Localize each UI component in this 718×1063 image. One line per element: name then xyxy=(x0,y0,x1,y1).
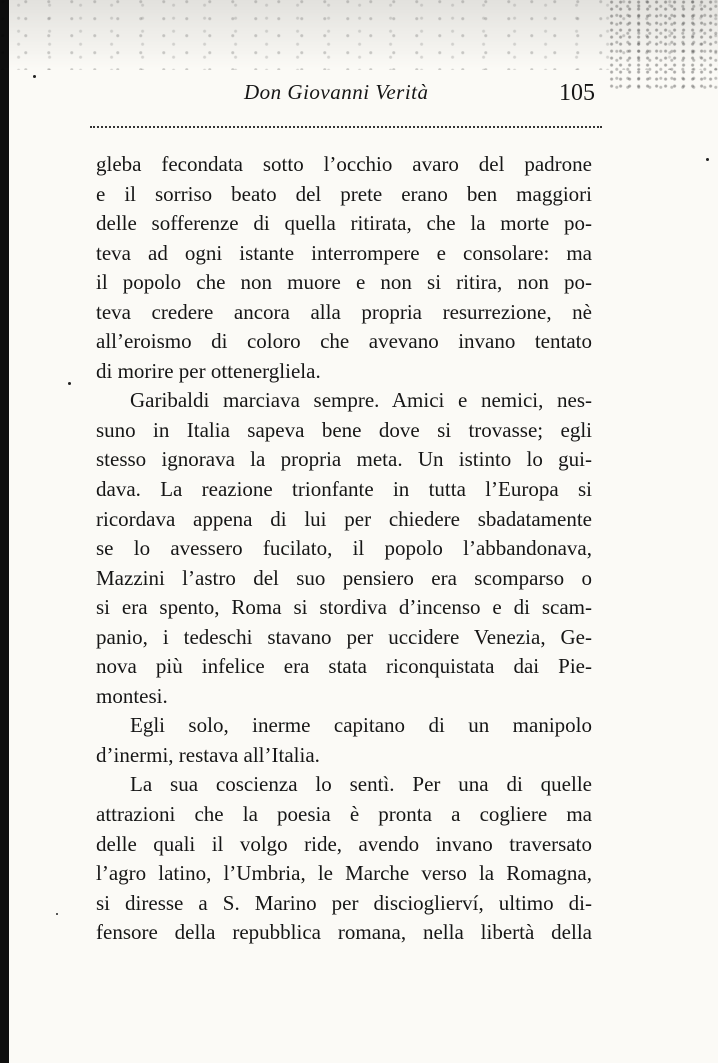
running-title: Don Giovanni Verità xyxy=(244,80,429,104)
text-line: suno in Italia sapeva bene dove si trovasse; egli xyxy=(96,417,592,442)
text-line: panio, i tedeschi stavano per uccidere Venezia, Ge- xyxy=(96,624,592,649)
body-text xyxy=(96,150,592,948)
text-line: gleba fecondata sotto l’occhio avaro del padrone xyxy=(96,152,592,176)
text-line: Egli solo, inerme capitano di un manipolo xyxy=(130,713,592,738)
text-line: dava. La reazione trionfante in tutta l’Europa si xyxy=(96,477,592,502)
paragraph xyxy=(96,150,592,386)
header-rule xyxy=(90,126,602,128)
text-line: e il sorriso beato del prete erano ben maggiori xyxy=(96,181,592,206)
text-line: fensore della repubblica romana, nella libertà della xyxy=(96,920,592,945)
scan-speck xyxy=(68,382,71,385)
text-line: d’inermi, restava all’Italia. xyxy=(96,742,320,767)
text-line: il popolo che non muore e non si ritira, non po- xyxy=(96,270,592,295)
text-line: all’eroismo di coloro che avevano invano tentato xyxy=(96,329,592,354)
text-line: si era spento, Roma si stordiva d’incenso e di scam- xyxy=(96,595,592,620)
paragraph xyxy=(96,386,592,711)
text-line: attrazioni che la poesia è pronta a cogliere ma xyxy=(96,802,592,827)
scan-edge xyxy=(0,0,9,1063)
text-line: si diresse a S. Marino per discioglierví, ultimo di- xyxy=(96,890,592,915)
text-line: delle quali il volgo ride, avendo invano traversato xyxy=(96,831,592,856)
text-line: stesso ignorava la propria meta. Un istinto lo gui- xyxy=(96,447,592,472)
paragraph xyxy=(96,770,592,947)
scan-noise-corner xyxy=(608,0,718,90)
scan-speck xyxy=(706,158,709,161)
text-line: nova più infelice era stata riconquistata dai Pie- xyxy=(96,654,592,679)
text-line: Garibaldi marciava sempre. Amici e nemici, nes- xyxy=(130,388,592,413)
text-line: ricordava appena di lui per chiedere sbadatamente xyxy=(96,506,592,531)
text-line: l’agro latino, l’Umbria, le Marche verso la Romagna, xyxy=(96,861,592,886)
page-number: 105 xyxy=(559,80,595,106)
text-line: di morire per ottenergliela. xyxy=(96,358,321,383)
text-line: montesi. xyxy=(96,683,168,708)
scan-speck xyxy=(33,75,36,78)
scan-speck xyxy=(56,913,58,915)
paragraph xyxy=(96,711,592,770)
text-line: teva credere ancora alla propria resurrezione, nè xyxy=(96,299,592,324)
text-line: La sua coscienza lo sentì. Per una di quelle xyxy=(130,772,592,797)
text-line: se lo avessero fucilato, il popolo l’abbandonava, xyxy=(96,536,592,561)
text-line: teva ad ogni istante interrompere e consolare: ma xyxy=(96,240,592,265)
text-line: delle sofferenze di quella ritirata, che la morte po- xyxy=(96,211,592,236)
text-line: Mazzini l’astro del suo pensiero era scomparso o xyxy=(96,565,592,590)
